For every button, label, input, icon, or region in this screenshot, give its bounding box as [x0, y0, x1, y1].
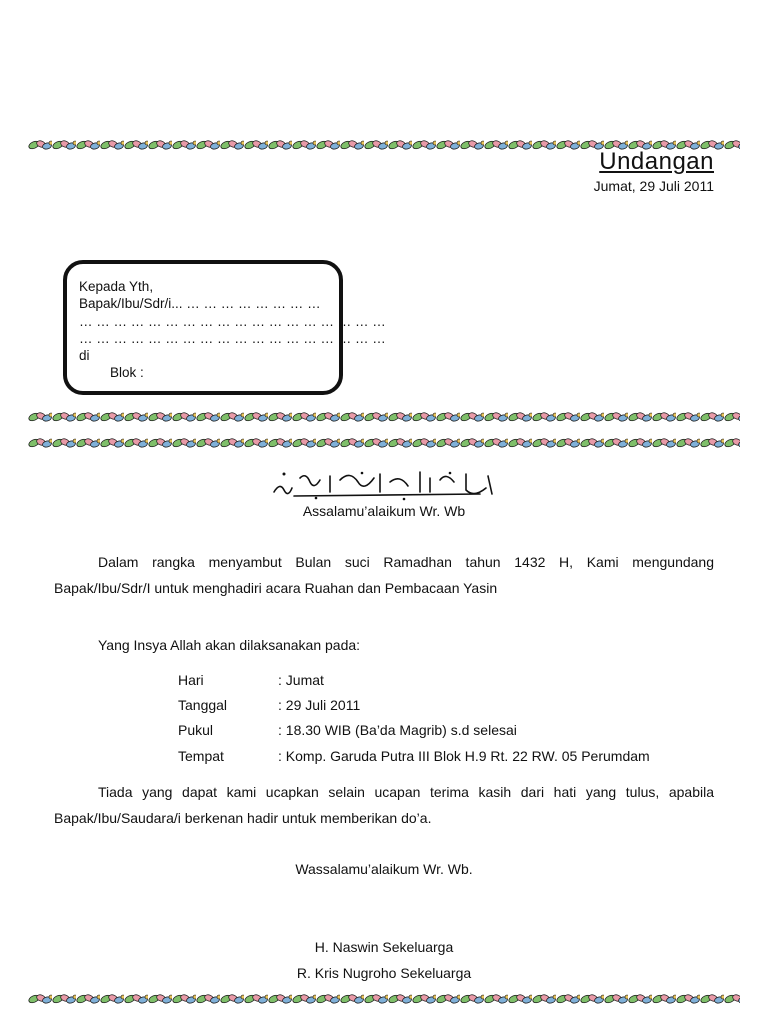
- detail-label: Pukul: [178, 722, 214, 738]
- bismillah-calligraphy: [270, 468, 498, 502]
- invitation-paragraph: Dalam rangka menyambut Bulan suci Ramadhan tahun 1432 H, Kami mengundang Bapak/Ibu/Sdr/I untuk menghadiri acara Ruahan dan Pembacaan Yasin: [54, 554, 714, 596]
- invitation-title: Undangan: [599, 148, 714, 175]
- detail-value: : 29 Juli 2011: [278, 697, 361, 713]
- greeting: Assalamu’alaikum Wr. Wb: [302, 503, 466, 519]
- thanks-paragraph: Tiada yang dapat kami ucapkan selain ucapan terima kasih dari hati yang tulus, apabila Bapak/Ibu/Saudara/i berkenan hadir untuk memberikan do’a.: [54, 784, 714, 826]
- detail-label: Tanggal: [178, 697, 228, 713]
- detail-value: : 18.30 WIB (Ba’da Magrib) s.d selesai: [278, 722, 517, 738]
- detail-row-tanggal: [178, 697, 360, 713]
- invitation-date: Jumat, 29 Juli 2011: [593, 178, 714, 194]
- leaf-border-middle-2: [28, 436, 740, 450]
- leaf-border-middle-1: [28, 410, 740, 424]
- address-line: … … … … … … … … … … … … … … … … … …: [79, 331, 386, 346]
- address-line: Blok :: [110, 365, 144, 380]
- signature-name-2: R. Kris Nugroho Sekeluarga: [296, 965, 472, 981]
- detail-row-tempat: [178, 748, 650, 764]
- address-line: … … … … … … … … … … … … … … … … … …: [79, 314, 386, 329]
- address-box: [63, 260, 386, 395]
- address-line: Kepada Yth,: [79, 279, 154, 294]
- detail-value: : Komp. Garuda Putra III Blok H.9 Rt. 22 RW. 05 Perumdam: [278, 748, 650, 764]
- detail-value: : Jumat: [278, 672, 324, 688]
- address-line: Bapak/Ibu/Sdr/i... … … … … … … … …: [79, 296, 321, 311]
- detail-label: Hari: [178, 672, 204, 688]
- detail-row-pukul: [178, 722, 517, 738]
- leaf-border-bottom: [28, 992, 740, 1006]
- signature-name-1: H. Naswin Sekeluarga: [314, 939, 454, 955]
- closing-greeting: Wassalamu’alaikum Wr. Wb.: [295, 861, 473, 877]
- schedule-intro: Yang Insya Allah akan dilaksanakan pada:: [98, 637, 361, 653]
- detail-row-hari: [178, 672, 324, 688]
- detail-label: Tempat: [178, 748, 224, 764]
- address-line: di: [79, 348, 90, 363]
